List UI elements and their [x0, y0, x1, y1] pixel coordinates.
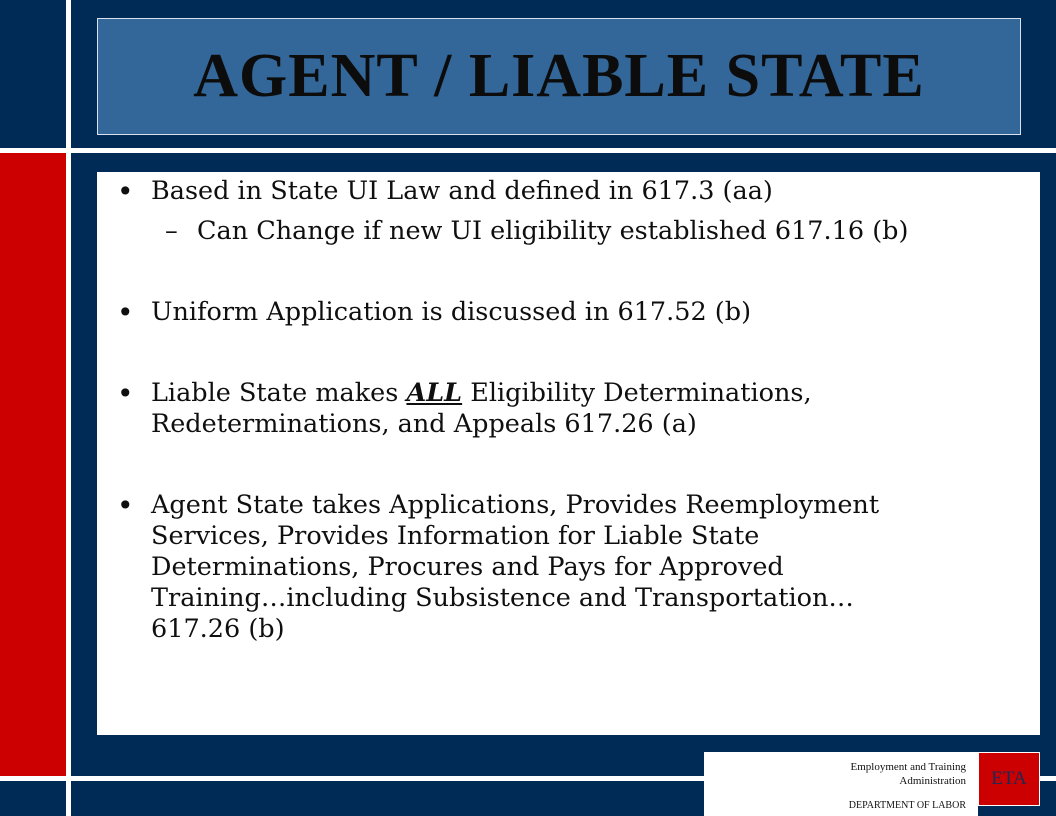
footer-org-name [851, 760, 967, 788]
accent-red-bar [0, 153, 66, 776]
footer-dept: DEPARTMENT OF LABOR [848, 800, 966, 811]
bullet-list [117, 172, 1017, 732]
eta-logo [978, 752, 1040, 806]
bullet-text-line: Determinations, Procures and Pays for Approved [151, 552, 784, 582]
bullet-text [151, 490, 1001, 645]
bullet-text-line: Training…including Subsistence and Transportation… [151, 583, 854, 613]
bullet-text-line: 617.26 (b) [151, 614, 285, 644]
slide-title: AGENT / LIABLE STATE [193, 42, 925, 110]
bullet-glyph: • [117, 175, 134, 208]
bullet-text-line: Services, Provides Information for Liable State [151, 521, 760, 551]
sub-bullet-glyph: – [165, 216, 178, 246]
bullet-glyph: • [117, 377, 134, 410]
frame-vertical-stripe [66, 0, 71, 816]
bullet-text [151, 378, 1001, 440]
sub-bullet-text: Can Change if new UI eligibility established 617.16 (b) [197, 216, 909, 246]
emphasized-word: ALL [406, 378, 463, 408]
bullet-text-line2: Redeterminations, and Appeals 617.26 (a) [151, 409, 697, 439]
bullet-text: Uniform Application is discussed in 617.52 (b) [151, 297, 752, 327]
bullet-glyph: • [117, 296, 134, 329]
bullet-item [117, 490, 1017, 650]
footer-org-line2: Administration [899, 775, 966, 787]
frame-horizontal-stripe-top [0, 148, 1056, 153]
title-box [97, 18, 1021, 135]
bullet-text-pre: Liable State makes [151, 378, 407, 408]
bullet-item [117, 378, 1017, 442]
bullet-text-line: Agent State takes Applications, Provides Reemployment [151, 490, 880, 520]
eta-logo-text: ETA [991, 768, 1027, 789]
bullet-glyph: • [117, 489, 134, 522]
bullet-text-post: Eligibility Determinations, [462, 378, 812, 408]
footer-org-line1: Employment and Training [850, 761, 966, 773]
footer-org-box [704, 752, 978, 816]
content-area [97, 172, 1040, 735]
bullet-text: Based in State UI Law and defined in 617.3 (aa) [151, 176, 773, 206]
